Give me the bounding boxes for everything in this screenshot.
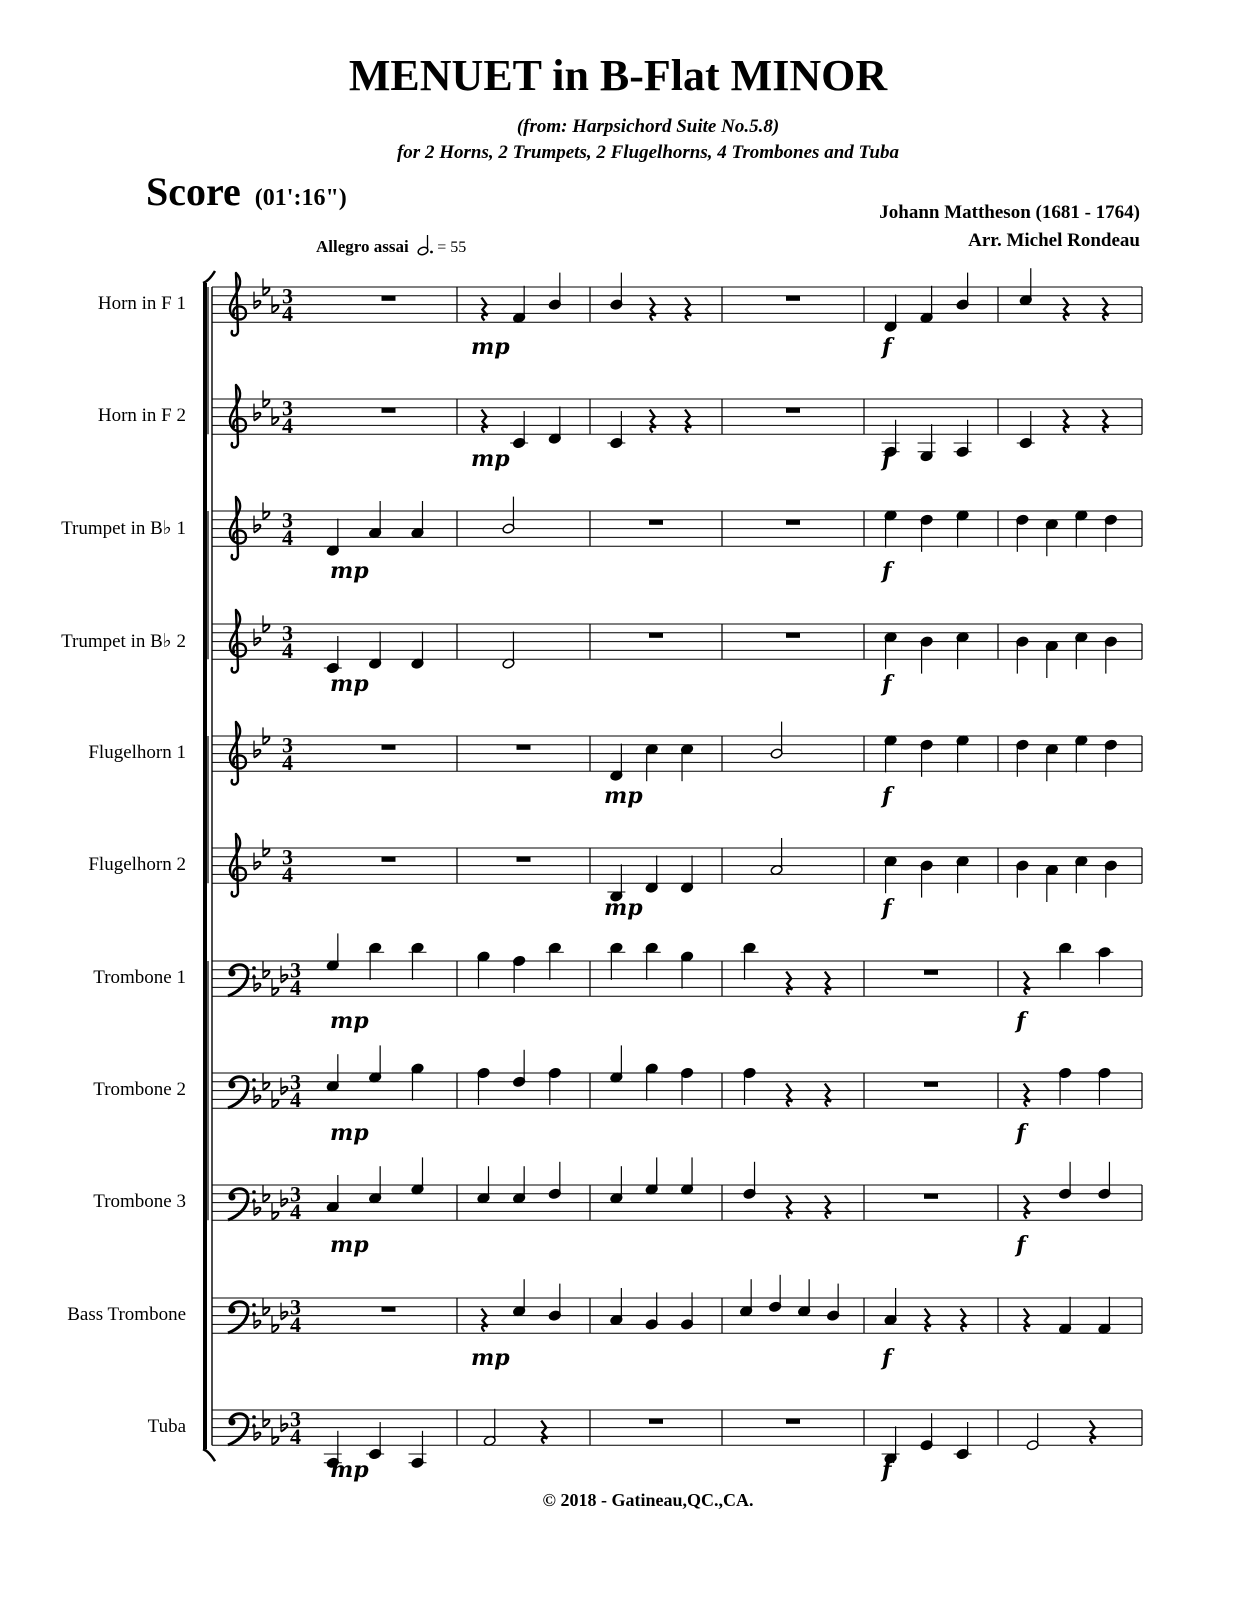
quarter-rest [825, 1196, 831, 1219]
note [1016, 636, 1029, 674]
tempo-mm: = 55 [437, 239, 467, 256]
quarter-rest [650, 410, 656, 433]
quarter-rest [1024, 1084, 1030, 1107]
dynamic-f: f [882, 895, 892, 922]
staff [212, 511, 1142, 546]
quarter-rest [481, 298, 487, 321]
note [1016, 860, 1029, 898]
quarter-rest [1090, 1421, 1096, 1444]
quarter-rest [685, 410, 691, 433]
whole-rest [382, 1307, 396, 1312]
note [956, 273, 969, 311]
note [326, 933, 339, 971]
quarter-rest [1024, 1196, 1030, 1219]
note [610, 273, 623, 311]
time-signature-top: 3 [282, 395, 293, 421]
dynamic-mp: mp [471, 446, 510, 473]
flat-icon [254, 292, 260, 309]
instrument-label: Trumpet in B♭ 2 [61, 630, 186, 652]
note [743, 1162, 756, 1200]
whole-rest [924, 1194, 938, 1199]
staff [212, 736, 1142, 771]
whole-rest [382, 408, 396, 413]
note [645, 1157, 658, 1195]
note [1098, 1162, 1111, 1200]
dynamic-mp: mp [471, 1345, 510, 1372]
note [920, 860, 933, 898]
whole-rest [786, 633, 800, 638]
bracket [203, 283, 207, 1449]
score-label: Score [146, 169, 241, 214]
dynamic-f: f [882, 783, 892, 810]
composer-credit: Johann Mattheson (1681 - 1764) [879, 202, 1140, 223]
quarter-rest [650, 298, 656, 321]
quarter-rest [1063, 298, 1069, 321]
dynamic-f: f [1016, 1232, 1026, 1259]
whole-rest [382, 857, 396, 862]
subtitle-instrumentation: for 2 Horns, 2 Trumpets, 2 Flugelhorns, 4 Trombones and Tuba [396, 142, 899, 163]
flat-icon [281, 966, 287, 983]
flat-icon [254, 853, 260, 870]
quarter-rest [786, 972, 792, 995]
time-signature-top: 3 [290, 1294, 301, 1320]
time-signature-top: 3 [282, 844, 293, 870]
tempo-text: Allegro assai [316, 237, 409, 256]
subtitle-source: (from: Harpsichord Suite No.5.8) [516, 116, 780, 137]
dynamic-mp: mp [330, 1008, 369, 1035]
instrument-label: Horn in F 1 [97, 292, 186, 314]
instrument-label: Trombone 2 [93, 1078, 186, 1100]
staff [212, 1073, 1142, 1108]
instrument-label: Tuba [147, 1415, 186, 1437]
note [548, 1162, 561, 1200]
time-signature-bottom: 4 [282, 525, 293, 551]
dynamic-mp: mp [471, 334, 510, 361]
whole-rest [649, 633, 663, 638]
quarter-rest [481, 1309, 487, 1332]
time-signature-top: 3 [290, 1181, 301, 1207]
dynamic-f: f [882, 334, 892, 361]
dynamic-mp: mp [330, 671, 369, 698]
arranger-credit: Arr. Michel Rondeau [968, 230, 1140, 251]
note [513, 1050, 526, 1088]
dynamic-f: f [882, 671, 892, 698]
time-signature-top: 3 [290, 1069, 301, 1095]
page-title: MENUET in B-Flat MINOR [348, 51, 888, 100]
dynamic-f: f [882, 1345, 892, 1372]
instrument-label: Flugelhorn 2 [88, 853, 186, 875]
staff [212, 1298, 1142, 1333]
note [1059, 1162, 1072, 1200]
flat-icon [254, 629, 260, 646]
dynamic-mp: mp [604, 895, 643, 922]
time-signature-top: 3 [290, 957, 301, 983]
time-signature-top: 3 [282, 620, 293, 646]
time-signature-bottom: 4 [290, 1424, 301, 1450]
note [610, 1045, 623, 1083]
time-signature-bottom: 4 [282, 301, 293, 327]
flat-icon [254, 516, 260, 533]
whole-rest [649, 520, 663, 525]
whole-rest [924, 970, 938, 975]
quarter-rest [481, 410, 487, 433]
dynamic-f: f [882, 446, 892, 473]
instrument-label: Trombone 3 [93, 1190, 186, 1212]
time-signature-bottom: 4 [282, 862, 293, 888]
note [548, 1284, 561, 1322]
dynamic-f: f [882, 558, 892, 585]
quarter-rest [825, 972, 831, 995]
note [548, 273, 561, 311]
flat-icon [281, 1415, 287, 1432]
flat-icon [281, 1190, 287, 1207]
dynamic-mp: mp [330, 1120, 369, 1147]
quarter-rest [541, 1421, 547, 1444]
staff [212, 1410, 1142, 1445]
flat-icon [281, 1303, 287, 1320]
dynamic-mp: mp [604, 783, 643, 810]
note [920, 636, 933, 674]
time-signature-top: 3 [282, 507, 293, 533]
dynamic-mp: mp [330, 1232, 369, 1259]
time-signature-top: 3 [282, 283, 293, 309]
note [769, 1275, 782, 1313]
note [411, 1157, 424, 1195]
whole-rest [786, 408, 800, 413]
flat-icon [254, 404, 260, 421]
whole-rest [517, 857, 531, 862]
whole-rest [517, 745, 531, 750]
instrument-label: Trumpet in B♭ 1 [61, 517, 186, 539]
quarter-rest [1024, 972, 1030, 995]
staff [212, 961, 1142, 996]
instrument-label: Trombone 1 [93, 966, 186, 988]
instrument-label: Flugelhorn 1 [88, 741, 186, 763]
dynamic-f: f [1016, 1008, 1026, 1035]
note [827, 1284, 840, 1322]
time-signature-top: 3 [290, 1406, 301, 1432]
note [1104, 860, 1117, 898]
copyright: © 2018 - Gatineau,QC.,CA. [542, 1490, 754, 1510]
quarter-rest [1102, 410, 1108, 433]
whole-rest [786, 1419, 800, 1424]
staff [212, 399, 1142, 434]
time-signature-top: 3 [282, 732, 293, 758]
dynamic-f: f [882, 1457, 892, 1484]
quarter-rest [1024, 1309, 1030, 1332]
staff [212, 1185, 1142, 1220]
note [502, 497, 515, 535]
instrument-label: Horn in F 2 [97, 404, 186, 426]
whole-rest [382, 745, 396, 750]
time-signature-bottom: 4 [290, 1199, 301, 1225]
note [680, 1157, 693, 1195]
time-signature-bottom: 4 [282, 750, 293, 776]
quarter-rest [925, 1309, 931, 1332]
time-signature-bottom: 4 [282, 638, 293, 664]
time-signature-bottom: 4 [290, 975, 301, 1001]
whole-rest [924, 1082, 938, 1087]
staff [212, 848, 1142, 883]
quarter-rest [1063, 410, 1069, 433]
time-signature-bottom: 4 [282, 413, 293, 439]
time-signature-bottom: 4 [290, 1312, 301, 1338]
note [1104, 636, 1117, 674]
note [770, 722, 783, 760]
quarter-rest [961, 1309, 967, 1332]
flat-icon [281, 1078, 287, 1095]
whole-rest [786, 520, 800, 525]
duration-label: (01':16") [254, 185, 347, 211]
dynamic-mp: mp [330, 558, 369, 585]
quarter-rest [825, 1084, 831, 1107]
bracket-bottom-hook [203, 1449, 215, 1461]
whole-rest [649, 1419, 663, 1424]
quarter-rest [1102, 298, 1108, 321]
flat-icon [254, 741, 260, 758]
quarter-rest [685, 298, 691, 321]
instrument-label: Bass Trombone [67, 1303, 186, 1325]
time-signature-bottom: 4 [290, 1087, 301, 1113]
staff [212, 287, 1142, 322]
whole-rest [786, 296, 800, 301]
bracket-top-hook [203, 271, 215, 283]
note [369, 1045, 382, 1083]
quarter-rest [786, 1196, 792, 1219]
dynamic-f: f [1016, 1120, 1026, 1147]
staff [212, 624, 1142, 659]
dynamic-mp: mp [330, 1457, 369, 1484]
quarter-rest [786, 1084, 792, 1107]
whole-rest [382, 296, 396, 301]
